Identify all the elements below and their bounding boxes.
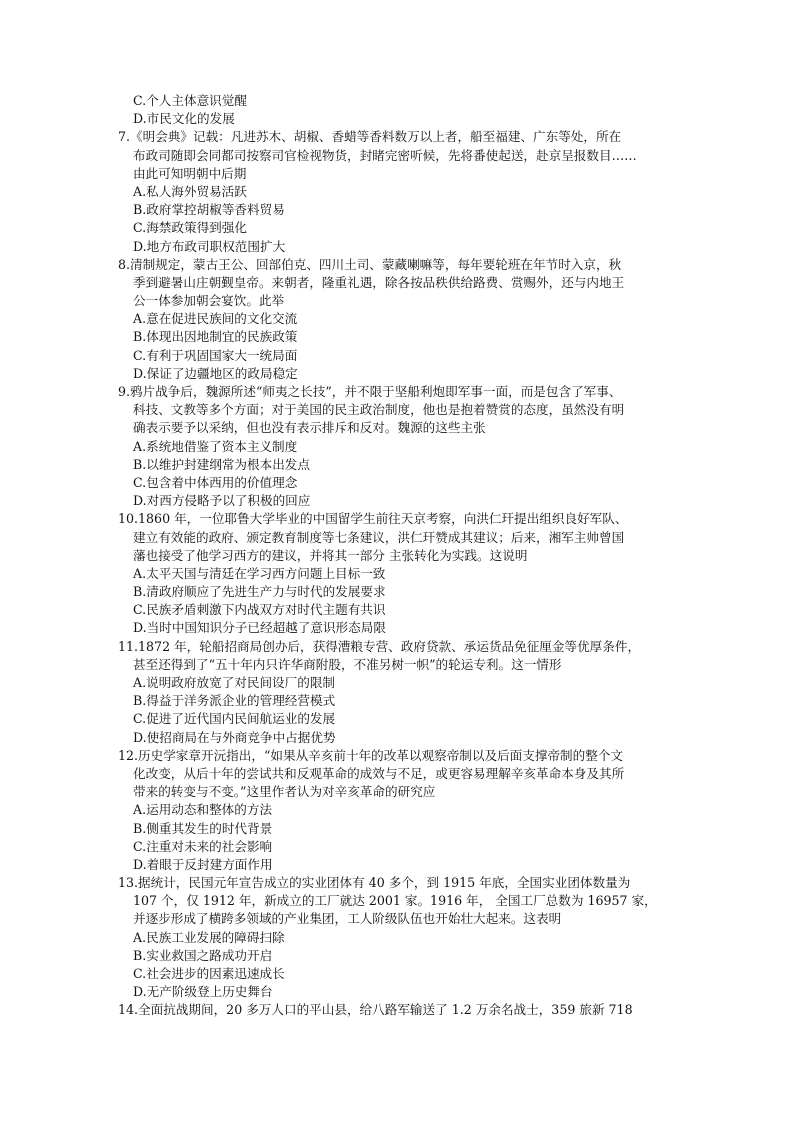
question-stem: 甚至还得到了“五十年内只许华商附股，不准另树一帜”的轮运专利。这一情形 <box>133 656 562 672</box>
question-stem: 由此可知明朝中后期 <box>133 165 247 181</box>
option-d: D.当时中国知识分子已经超越了意识形态局限 <box>133 620 386 636</box>
option-d: D.无产阶级登上历史舞台 <box>133 984 273 1000</box>
option-c: C.民族矛盾刺激下内战双方对时代主题有共识 <box>133 602 386 618</box>
question-stem: 季到避暑山庄朝觐皇帝。来朝者，隆重礼遇，除各按品秩供给路费、赏赐外，还与内地王 <box>133 274 625 290</box>
option-a: A.运用动态和整体的方法 <box>133 802 273 818</box>
question-list <box>118 92 658 1020</box>
option-c: C.有利于巩固国家大一统局面 <box>133 347 298 363</box>
question-stem: 12.历史学家章开沅指出，“如果从辛亥前十年的改革以观察帝制以及后面支撑帝制的整个文 <box>118 747 624 763</box>
question-13 <box>118 874 658 1001</box>
option-b: B.得益于洋务派企业的管理经营模式 <box>133 693 336 709</box>
question-stem: 带来的转变与不变。”这里作者认为对辛亥革命的研究应 <box>133 784 436 800</box>
option-b: B.侧重其发生的时代背景 <box>133 820 273 836</box>
question-stem: 布政司随即会同都司按察司官检视物货，封睹完密听候，先将番使起送，赴京呈报数目…… <box>133 147 637 163</box>
question-stem: 公一体参加朝会宴饮。此举 <box>133 293 285 309</box>
question-12 <box>118 747 658 874</box>
option-a: A.太平天国与清廷在学习西方问题上目标一致 <box>133 565 386 581</box>
question-stem: 11.1872 年，轮船招商局创办后，获得漕粮专营、政府贷款、承运货品免征厘金等优厚条件， <box>118 638 641 654</box>
question-stem: 10.1860 年，一位耶鲁大学毕业的中国留学生前往天京考察，向洪仁玕提出组织良好军队、 <box>118 511 628 527</box>
option-a: A.系统地借鉴了资本主义制度 <box>133 438 298 454</box>
option-d: D.对西方侵略予以了积极的回应 <box>133 493 311 509</box>
question-11 <box>118 638 658 747</box>
option-a: A.民族工业发展的障碍扫除 <box>133 929 285 945</box>
question-stem: 107 个，仅 1912 年，新成立的工厂就达 2001 家。1916 年， 全国工厂总数为 16957 家， <box>133 893 657 909</box>
question-stem: 14.全面抗战期间，20 多万人口的平山县，给八路军输送了 1.2 万余名战士，359 旅新 718 <box>118 1002 633 1018</box>
option-b: B.体现出因地制宜的民族政策 <box>133 329 298 345</box>
option-d: D.市民文化的发展 <box>133 111 235 127</box>
question-stem: 藩也接受了他学习西方的建议，并将其一部分 主张转化为实践。这说明 <box>133 547 528 563</box>
question-stem: 化改变，从后十年的尝试共和反观革命的成效与不足，或更容易理解辛亥革命本身及其所 <box>133 765 625 781</box>
option-d: D.着眼于反封建方面作用 <box>133 856 273 872</box>
option-c: C.社会进步的因素迅速成长 <box>133 966 285 981</box>
question-stem: 9.鸦片战争后，魏源所述“师夷之长技”，并不限于坚船利炮即军事一面，而是包含了军事、 <box>118 384 622 399</box>
question-10 <box>118 510 658 637</box>
option-c: C.个人主体意识觉醒 <box>133 93 247 108</box>
question-stem: 13.据统计，民国元年宣告成立的实业团体有 40 多个，到 1915 年底，全国实业团体数量为 <box>118 875 631 891</box>
question-stem: 确表示要予以采纳，但也没有表示排斥和反对。魏源的这些主张 <box>133 420 486 436</box>
option-d: D.地方布政司职权范围扩大 <box>133 238 286 254</box>
option-d: D.保证了边疆地区的政局稳定 <box>133 365 298 381</box>
option-b: B.以维护封建纲常为根本出发点 <box>133 456 310 472</box>
question-stem: 科技、文教等多个方面；对于美国的民主政治制度，他也是抱着赞赏的态度，虽然没有明 <box>133 402 625 418</box>
option-b: B.清政府顺应了先进生产力与时代的发展要求 <box>133 584 386 600</box>
question-stem: 7.《明会典》记载：凡进苏木、胡椒、香蜡等香料数万以上者，船至福建、广东等处，所在 <box>118 129 622 145</box>
option-d: D.使招商局在与外商竞争中占据优势 <box>133 729 336 745</box>
question-8 <box>118 256 658 383</box>
option-a: A.意在促进民族间的文化交流 <box>133 311 298 327</box>
question-7 <box>118 128 658 255</box>
option-c: C.海禁政策得到强化 <box>133 220 247 236</box>
question-stem: 8.清制规定，蒙古王公、回部伯克、四川土司、蒙藏喇嘛等，每年要轮班在年节时入京，秋 <box>118 256 622 272</box>
question-14 <box>118 1001 658 1019</box>
question-9 <box>118 383 658 510</box>
option-a: A.私人海外贸易活跃 <box>133 183 247 199</box>
question-stem: 并逐步形成了横跨多领域的产业集团，工人阶级队伍也开始壮大起来。这表明 <box>133 911 562 927</box>
option-b: B.实业救国之路成功开启 <box>133 947 273 963</box>
option-b: B.政府掌控胡椒等香料贸易 <box>133 202 285 218</box>
option-a: A.说明政府放宽了对民间设厂的限制 <box>133 675 336 690</box>
option-c: C.促进了近代国内民间航运业的发展 <box>133 711 336 727</box>
option-c: C.注重对未来的社会影响 <box>133 838 273 854</box>
question-stem: 建立有效能的政府、颁定教育制度等七条建议，洪仁玕赞成其建议；后来，湘军主帅曾国 <box>133 529 625 545</box>
option-c: C.包含着中体西用的价值理念 <box>133 474 298 490</box>
question-6-tail <box>118 92 658 128</box>
